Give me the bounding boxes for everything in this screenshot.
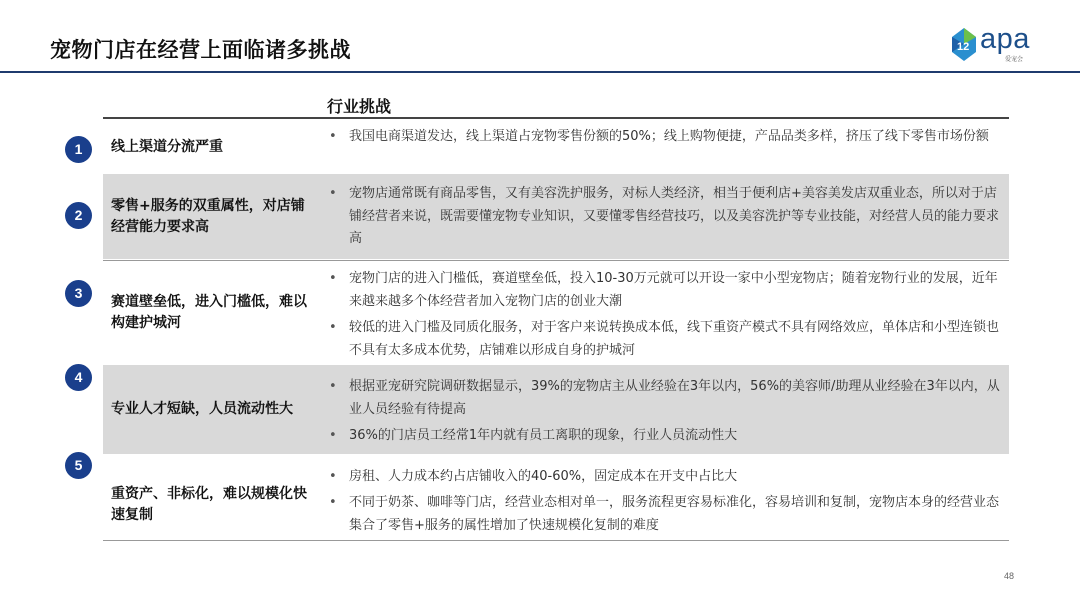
page-number: 48 bbox=[1004, 571, 1015, 581]
bullet-dot: • bbox=[329, 186, 337, 201]
row-number-badge: 1 bbox=[65, 136, 92, 163]
row-number-badge: 2 bbox=[65, 202, 92, 229]
row-number-badge: 4 bbox=[65, 364, 92, 391]
bullet-item: • 我国电商渠道发达，线上渠道占宠物零售份额的50%；线上购物便捷，产品品类多样，挤压了线下零售市场份额 bbox=[329, 126, 1001, 149]
column-header: 行业挑战 bbox=[327, 97, 392, 116]
row-divider bbox=[103, 540, 1009, 541]
bullet-item: • 宠物门店的进入门槛低，赛道壁垒低，投入10-30万元就可以开设一家中小型宠物店；随着宠物行业的发展，近年来越来越多个体经营者加入宠物门店的创业大潮 bbox=[329, 268, 1001, 313]
bullet-item: • 36%的门店员工经常1年内就有员工离职的现象，行业人员流动性大 bbox=[329, 425, 1001, 448]
row-divider bbox=[103, 260, 1009, 261]
logo-subtext: 爱宠会 bbox=[1005, 56, 1024, 63]
bullet-item: • 房租、人力成本约占店铺收入的40-60%，固定成本在开支中占比大 bbox=[329, 466, 1001, 489]
row-title: 赛道壁垒低，进入门槛低，难以构建护城河 bbox=[111, 294, 307, 331]
bullet-dot: • bbox=[329, 129, 337, 144]
row-title: 线上渠道分流严重 bbox=[111, 139, 223, 155]
row-title: 专业人才短缺，人员流动性大 bbox=[111, 401, 293, 417]
row-number-badge: 3 bbox=[65, 280, 92, 307]
bullet-dot: • bbox=[329, 469, 337, 484]
bullet-item: • 较低的进入门槛及同质化服务，对于客户来说转换成本低，线下重资产模式不具有网络效应，单体店和小型连锁也不具有太多成本优势，店铺难以形成自身的护城河 bbox=[329, 317, 1001, 362]
title-divider bbox=[0, 71, 1080, 73]
row-number-badge: 5 bbox=[65, 452, 92, 479]
logo-wordmark: apa bbox=[980, 23, 1030, 55]
bullet-dot: • bbox=[329, 379, 337, 394]
bullet-item: • 根据亚宠研究院调研数据显示，39%的宠物店主从业经验在3年以内，56%的美容师/助理从业经验在3年以内，从业人员经验有待提高 bbox=[329, 376, 1001, 421]
bullet-dot: • bbox=[329, 320, 337, 335]
bullet-dot: • bbox=[329, 428, 337, 443]
bullet-dot: • bbox=[329, 495, 337, 510]
bullet-item: • 宠物店通常既有商品零售，又有美容洗护服务，对标人类经济，相当于便利店+美容美发店双重业态，所以对于店铺经营者来说，既需要懂宠物专业知识，又要懂零售经营技巧，以及美容洗护等专业技能，对经营人员的能力要求高 bbox=[329, 183, 1001, 251]
bullet-item: • 不同于奶茶、咖啡等门店，经营业态相对单一，服务流程更容易标准化，容易培训和复制，宠物店本身的经营业态集合了零售+服务的属性增加了快速规模化复制的难度 bbox=[329, 492, 1001, 537]
page-title: 宠物门店在经营上面临诸多挑战 bbox=[50, 38, 351, 62]
bullet-dot: • bbox=[329, 271, 337, 286]
row-title: 零售+服务的双重属性，对店铺经营能力要求高 bbox=[111, 198, 305, 235]
row-title: 重资产、非标化，难以规模化快速复制 bbox=[111, 486, 307, 523]
svg-text:12: 12 bbox=[957, 41, 970, 53]
